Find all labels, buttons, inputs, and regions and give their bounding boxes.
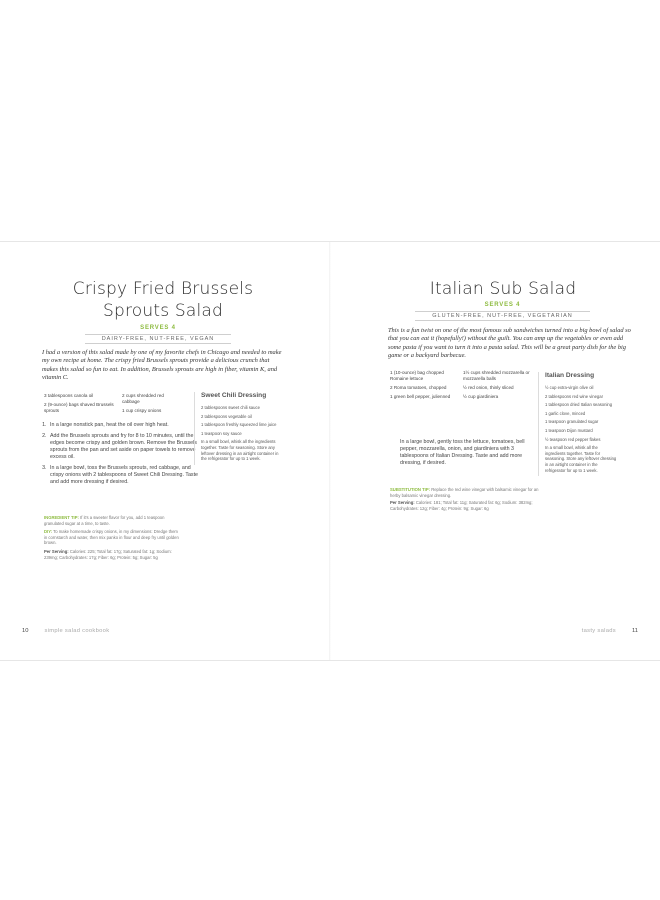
method-text: In a large bowl, gently toss the lettuce, tomatoes, bell pepper, mozzarella, onion, and giardiniera with 3 tablespoons of Italian Dressing. Taste and add more dressing, if desired.	[400, 439, 525, 466]
ingredient-item: 2 (9-ounce) bags shaved Brussels sprouts	[44, 402, 114, 413]
diy-label: DIY:	[44, 529, 53, 534]
method-step: 1. In a large nonstick pan, heat the oil over high heat.	[48, 422, 198, 429]
per-serving-text: Calories: 181; Total fat: 11g; Saturated fat: 6g; Sodium: 382mg; Carbohydrates: 12g; Fiber: 4g; Protein: 9g; Sugar: 6g	[390, 500, 533, 511]
ingredient-item: ½ red onion, thinly sliced	[463, 385, 514, 390]
recipe-intro: I had a version of this salad made by one of my favorite chefs in Chicago and needed to make my own recipe at home. The crispy fried Brussels sprouts provide a delicious crunch that makes this salad so fun to eat. In addition, Brussels sprouts are high in fiber, vitamin K, and vitamin C.	[42, 349, 282, 382]
ingredient-item: 1 (10-ounce) bag chopped Romaine lettuce	[390, 370, 444, 381]
recipe-intro: This is a fun twist on one of the most famous sub sandwiches turned into a big bowl of salad so that you can eat it (hopefully!) without the guilt. You can amp up the vegetables or even add some pasta if you want to turn it into a pasta salad. This will be a great party dish for the big game or a backyard barbecue.	[388, 327, 631, 360]
running-head: tasty salads	[581, 628, 616, 634]
method-steps	[36, 422, 198, 490]
dressing-ingredient: 1 teaspoon granulated sugar	[545, 419, 599, 425]
tip-label: INGREDIENT TIP:	[44, 515, 79, 520]
sweet-chili-dressing-panel	[194, 392, 283, 465]
ingredient-item: 3 tablespoons canola oil	[44, 393, 94, 398]
ingredient-tip	[44, 515, 182, 526]
recipe-title: Crispy Fried Brussels Sprouts Salad	[72, 279, 254, 321]
page-number: 10	[22, 628, 29, 634]
ingredients-column-2	[463, 370, 531, 403]
serves-label: SERVES 4	[140, 325, 176, 331]
tip-text: Replace the red wine vinegar with balsamic vinegar for an herby balsamic vinegar dressing.	[390, 487, 539, 498]
substitution-tip	[390, 487, 540, 498]
running-head: simple salad cookbook	[44, 628, 110, 634]
dressing-ingredient: 1 tablespoon dried Italian seasoning	[545, 402, 613, 408]
per-serving-info	[390, 500, 540, 511]
ingredient-item: 2 cups shredded red cabbage	[122, 393, 164, 404]
ingredient-item: ½ cup giardiniera	[463, 394, 499, 399]
ingredients-column-1	[390, 370, 452, 403]
right-folio	[582, 628, 638, 634]
per-serving-text: Calories: 225; Total fat: 17g; Saturated fat: 1g; Sodium: 239mg; Carbohydrates: 17g; Fiber: 6g; Protein: 5g; Sugar: 5g	[44, 549, 172, 560]
per-serving-label: Per Serving:	[44, 549, 69, 554]
dressing-ingredient: 2 tablespoons red wine vinegar	[545, 393, 603, 399]
dressing-ingredient: 2 tablespoons vegetable oil	[201, 413, 252, 419]
diet-tags: DAIRY-FREE, NUT-FREE, VEGAN	[85, 334, 231, 344]
dressing-ingredient: 2 tablespoons sweet chili sauce	[201, 405, 260, 410]
book-spread	[0, 242, 660, 660]
dressing-title: Sweet Chili Dressing	[201, 392, 267, 399]
left-folio	[22, 628, 109, 634]
diy-text: To make homemade crispy onions, in my dimensions: Dredge them in cornstarch and water, then mix panko in flour and deep fry until golden brown.	[44, 529, 179, 546]
recipe-title: Italian Sub Salad	[429, 279, 577, 299]
dressing-method: In a small bowl, whisk all the ingredients together. Taste for seasoning. Store any leftover dressing in an airtight container in the refrigerator for up to 1 week.	[545, 445, 617, 473]
ingredient-item: 2 Roma tomatoes, chopped	[390, 385, 447, 390]
ingredients-column-1	[44, 393, 114, 417]
dressing-ingredient: 1 tablespoon freshly squeezed lime juice	[201, 422, 277, 428]
per-serving-label: Per Serving:	[390, 500, 415, 505]
tip-text: If it's a sweeter flavor for you, add 1 teaspoon granulated sugar at a time, to taste.	[44, 515, 165, 526]
dressing-ingredient: 1 teaspoon soy sauce	[201, 430, 242, 436]
diet-tags: GLUTEN-FREE, NUT-FREE, VEGETARIAN	[415, 311, 590, 321]
ingredient-item: 1 green bell pepper, julienned	[390, 394, 451, 399]
method-step: 3. In a large bowl, toss the Brussels sprouts, red cabbage, and crispy onions with 2 tablespoons of Sweet Chili Dressing. Taste and add more dressing if desired.	[48, 465, 198, 486]
ingredient-item: 1 cup crispy onions	[122, 408, 162, 413]
diy-tip	[44, 529, 182, 546]
dressing-method: In a small bowl, whisk all the ingredients together. Taste for seasoning. Store any leftover dressing in an airtight container in the refrigerator for up to 1 week.	[201, 439, 279, 462]
tip-label: SUBSTITUTION TIP:	[390, 487, 431, 492]
serves-label: SERVES 4	[484, 302, 521, 308]
page-number: 11	[631, 628, 638, 634]
ingredient-item: 1½ cups shredded mozzarella or mozzarella balls	[463, 370, 530, 381]
dressing-title: Italian Dressing	[545, 372, 595, 379]
right-page	[330, 242, 660, 660]
dressing-ingredient: 1 teaspoon Dijon mustard	[545, 427, 593, 433]
dressing-ingredient: ½ teaspoon red pepper flakes	[545, 436, 601, 442]
italian-dressing-panel	[538, 372, 619, 476]
dressing-ingredient: ½ cup extra-virgin olive oil	[545, 385, 594, 390]
method-step: 2. Add the Brussels sprouts and fry for 8 to 10 minutes, until the edges become crispy and golden brown. Remove the Brussels sprouts from the pan and set aside on paper towels to remove excess oil.	[48, 433, 198, 461]
ingredients-column-2	[122, 393, 180, 417]
dressing-ingredient: 1 garlic clove, minced	[545, 410, 586, 416]
left-page	[0, 242, 330, 660]
per-serving-info	[44, 549, 182, 560]
